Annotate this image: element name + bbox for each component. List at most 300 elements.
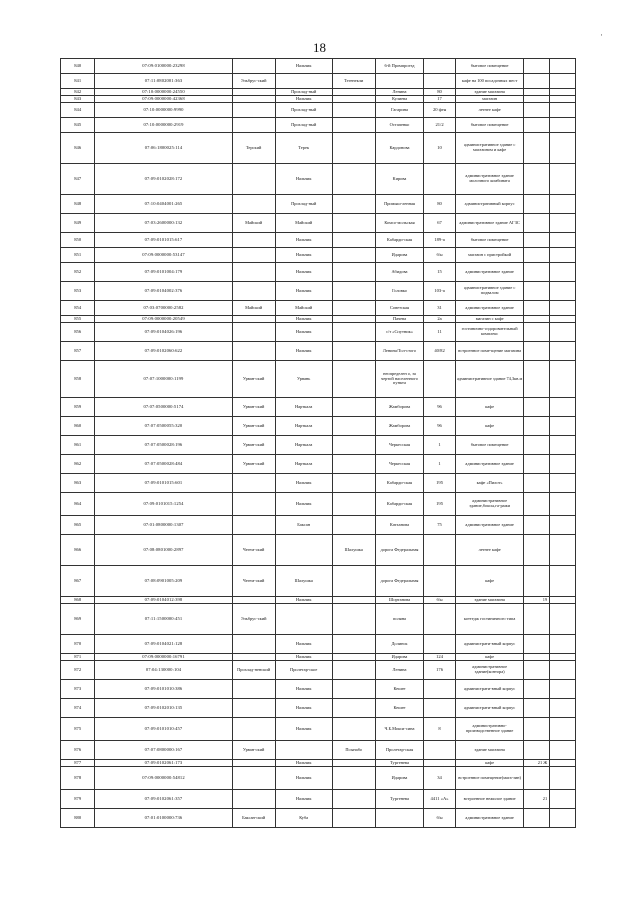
cell-num — [424, 699, 455, 718]
cell-loc — [275, 535, 332, 566]
cell-blank — [550, 89, 576, 96]
cell-extra — [524, 516, 550, 535]
cell-blank — [550, 597, 576, 604]
table-row — [61, 74, 576, 89]
cell-blank — [550, 301, 576, 316]
cell-dist — [232, 680, 275, 699]
cell-num: 67 — [424, 214, 455, 233]
table-row — [61, 89, 576, 96]
cell-blank — [550, 233, 576, 248]
cell-vil — [332, 316, 375, 323]
cell-dist: Чегем-ский — [232, 566, 275, 597]
cell-vil — [332, 96, 375, 103]
cell-obj: администрати-вный корпус — [455, 635, 524, 654]
cell-extra — [524, 635, 550, 654]
cell-addr: Жамборова — [375, 417, 424, 436]
cell-loc: Нальчик — [275, 699, 332, 718]
table-row — [61, 398, 576, 417]
cell-loc: Нальчик — [275, 316, 332, 323]
cell-id: 850 — [61, 233, 95, 248]
cell-extra — [524, 316, 550, 323]
cell-loc: Прохлад-ный — [275, 118, 332, 133]
property-table — [60, 58, 576, 828]
cell-dist — [232, 635, 275, 654]
cell-extra — [524, 133, 550, 164]
cell-loc: Прохлад-ный — [275, 89, 332, 96]
cell-loc: Баксан — [275, 516, 332, 535]
cell-extra — [524, 455, 550, 474]
cell-addr: Кабарди-ская — [375, 233, 424, 248]
table-row — [61, 361, 576, 398]
cell-num: 195 — [424, 474, 455, 493]
cell-extra — [524, 436, 550, 455]
table-row — [61, 103, 576, 118]
cell-num: 103-а — [424, 282, 455, 301]
cell-loc: Урвань — [275, 361, 332, 398]
cell-extra — [524, 263, 550, 282]
cell-dist — [232, 248, 275, 263]
cell-addr: Пролетар-ская — [375, 741, 424, 760]
cell-dist: Чегем-ский — [232, 535, 275, 566]
cell-loc: Нальчик — [275, 474, 332, 493]
cell-loc: Нарткала — [275, 398, 332, 417]
cell-id: 875 — [61, 718, 95, 741]
cell-addr: Кешее — [375, 680, 424, 699]
cell-blank — [550, 316, 576, 323]
cell-blank — [550, 455, 576, 474]
cell-obj: летнее кафе — [455, 535, 524, 566]
cell-blank — [550, 103, 576, 118]
cell-id: 862 — [61, 455, 95, 474]
cell-dist: Урван-ский — [232, 361, 275, 398]
cell-vil — [332, 263, 375, 282]
cell-extra — [524, 566, 550, 597]
cell-addr: Абидова — [375, 263, 424, 282]
cell-num: 80 — [424, 89, 455, 96]
cell-kad: 07:09:0102060:622 — [95, 342, 232, 361]
cell-kad: 07:09:0101015:601 — [95, 474, 232, 493]
table-row — [61, 282, 576, 301]
cell-obj: кафе «Пилот» — [455, 474, 524, 493]
cell-blank — [550, 516, 576, 535]
cell-vil — [332, 455, 375, 474]
cell-dist — [232, 767, 275, 790]
cell-loc: Нальчик — [275, 597, 332, 604]
cell-kad: 07:07:1000000:1199 — [95, 361, 232, 398]
cell-obj: кафе — [455, 654, 524, 661]
cell-kad: 07:07:0500028:484 — [95, 455, 232, 474]
cell-extra — [524, 809, 550, 828]
cell-num: 31 — [424, 301, 455, 316]
cell-dist — [232, 263, 275, 282]
cell-addr: Черкесская — [375, 436, 424, 455]
cell-kad: 07:09:0000000:20549 — [95, 316, 232, 323]
cell-kad: 07:10:0000000:24550 — [95, 89, 232, 96]
cell-addr: Идарова — [375, 248, 424, 263]
cell-loc: Нальчик — [275, 263, 332, 282]
cell-obj: администрати-вный корпус — [455, 680, 524, 699]
cell-vil: Тегенекли — [332, 74, 375, 89]
cell-kad: 07:09:0104021:128 — [95, 635, 232, 654]
cell-blank — [550, 323, 576, 342]
cell-id: 856 — [61, 323, 95, 342]
cell-addr: Комсо-мольская — [375, 214, 424, 233]
cell-extra: 19 — [524, 597, 550, 604]
cell-extra — [524, 233, 550, 248]
cell-id: 865 — [61, 516, 95, 535]
cell-dist — [232, 233, 275, 248]
cell-extra — [524, 699, 550, 718]
cell-obj: кафе — [455, 398, 524, 417]
cell-obj: здание магазина — [455, 597, 524, 604]
cell-kad: 07:11:1500000:451 — [95, 604, 232, 635]
cell-obj: здание магазина — [455, 741, 524, 760]
cell-num: 40/82 — [424, 342, 455, 361]
cell-dist — [232, 597, 275, 604]
cell-id: 874 — [61, 699, 95, 718]
cell-vil — [332, 342, 375, 361]
cell-blank — [550, 680, 576, 699]
table-row — [61, 195, 576, 214]
cell-blank — [550, 790, 576, 809]
cell-blank — [550, 282, 576, 301]
cell-loc — [275, 741, 332, 760]
cell-obj: магазин с кафе — [455, 316, 524, 323]
cell-obj: административное здание молочного комбината — [455, 164, 524, 195]
cell-obj: кафе — [455, 760, 524, 767]
cell-id: 871 — [61, 654, 95, 661]
cell-vil — [332, 398, 375, 417]
cell-vil — [332, 233, 375, 248]
cell-kad: 07:08:0901005:209 — [95, 566, 232, 597]
cell-addr: Черкесская — [375, 455, 424, 474]
cell-addr: Тургенева — [375, 790, 424, 809]
cell-extra — [524, 361, 550, 398]
cell-kad: 07:01:0800000:1307 — [95, 516, 232, 535]
cell-loc: Нальчик — [275, 493, 332, 516]
cell-dist — [232, 699, 275, 718]
cell-addr: Советская — [375, 301, 424, 316]
cell-loc: Нальчик — [275, 323, 332, 342]
cell-id: 842 — [61, 89, 95, 96]
cell-id: 866 — [61, 535, 95, 566]
cell-id: 864 — [61, 493, 95, 516]
cell-dist — [232, 316, 275, 323]
cell-num: 1 — [424, 455, 455, 474]
cell-dist — [232, 654, 275, 661]
cell-blank — [550, 118, 576, 133]
cell-loc: Прохлад-ный — [275, 195, 332, 214]
cell-num: 21/2 — [424, 118, 455, 133]
table-row — [61, 680, 576, 699]
cell-addr: Кабарди-ская — [375, 493, 424, 516]
cell-kad: 07:09:0102061:357 — [95, 790, 232, 809]
cell-blank — [550, 741, 576, 760]
cell-obj: кафе — [455, 566, 524, 597]
cell-extra: 21 — [524, 790, 550, 809]
cell-dist — [232, 718, 275, 741]
cell-extra — [524, 103, 550, 118]
cell-extra — [524, 282, 550, 301]
cell-addr — [375, 809, 424, 828]
cell-blank — [550, 493, 576, 516]
cell-extra — [524, 654, 550, 661]
cell-extra: 21 Ж — [524, 760, 550, 767]
table-row — [61, 654, 576, 661]
table-row — [61, 760, 576, 767]
cell-obj: летнее кафе — [455, 103, 524, 118]
cell-kad: 07:09:0000000:54812 — [95, 767, 232, 790]
table-row — [61, 635, 576, 654]
cell-dist: Урван-ский — [232, 398, 275, 417]
cell-dist — [232, 164, 275, 195]
cell-dist — [232, 96, 275, 103]
cell-loc: Пролетар-ское — [275, 661, 332, 680]
cell-vil — [332, 718, 375, 741]
cell-blank — [550, 361, 576, 398]
cell-num — [424, 760, 455, 767]
cell-kad: 07:04:130000:104 — [95, 661, 232, 680]
table-row — [61, 790, 576, 809]
table-row — [61, 699, 576, 718]
cell-num: 17 — [424, 96, 455, 103]
table-row — [61, 767, 576, 790]
cell-obj: здание магазина — [455, 89, 524, 96]
cell-blank — [550, 342, 576, 361]
cell-blank — [550, 417, 576, 436]
cell-addr: дорога Федеральная — [375, 566, 424, 597]
cell-loc — [275, 604, 332, 635]
cell-obj: бытовое помещение — [455, 233, 524, 248]
cell-addr: Катханова — [375, 516, 424, 535]
cell-obj: кафе на 100 посадочных мест — [455, 74, 524, 89]
cell-extra — [524, 323, 550, 342]
cell-extra — [524, 767, 550, 790]
table-row — [61, 133, 576, 164]
cell-id: 852 — [61, 263, 95, 282]
table-row — [61, 323, 576, 342]
table-row — [61, 436, 576, 455]
cell-blank — [550, 566, 576, 597]
cell-id: 843 — [61, 96, 95, 103]
cell-obj: магазин — [455, 96, 524, 103]
cell-num — [424, 164, 455, 195]
cell-loc: Терек — [275, 133, 332, 164]
cell-num — [424, 635, 455, 654]
cell-num — [424, 604, 455, 635]
cell-num: б/н — [424, 809, 455, 828]
cell-addr: Ленина — [375, 661, 424, 680]
cell-num: 1 — [424, 436, 455, 455]
cell-extra — [524, 417, 550, 436]
cell-extra — [524, 661, 550, 680]
cell-vil — [332, 214, 375, 233]
cell-blank — [550, 195, 576, 214]
cell-dist — [232, 59, 275, 74]
cell-kad: 07:09:0102010:135 — [95, 699, 232, 718]
cell-loc: Нальчик — [275, 342, 332, 361]
cell-dist — [232, 89, 275, 96]
cell-id: 867 — [61, 566, 95, 597]
cell-addr: Тургенева — [375, 760, 424, 767]
cell-dist — [232, 195, 275, 214]
table-row — [61, 263, 576, 282]
cell-id: 879 — [61, 790, 95, 809]
cell-dist: Урван-ский — [232, 741, 275, 760]
cell-id: 849 — [61, 214, 95, 233]
cell-vil: Псынабо — [332, 741, 375, 760]
cell-kad: 07:09:0000000:53147 — [95, 248, 232, 263]
cell-kad: 07:10:0404001:265 — [95, 195, 232, 214]
cell-addr: Остапенко — [375, 118, 424, 133]
cell-vil — [332, 680, 375, 699]
cell-extra — [524, 493, 550, 516]
cell-obj: административное здание,боксы,га-ражи — [455, 493, 524, 516]
cell-id: 877 — [61, 760, 95, 767]
cell-kad: 07:06:1800025:114 — [95, 133, 232, 164]
cell-kad: 07:07:0800000:167 — [95, 741, 232, 760]
cell-addr: Гагарина — [375, 103, 424, 118]
cell-addr: Идарова — [375, 654, 424, 661]
cell-loc: Нальчик — [275, 635, 332, 654]
cell-vil — [332, 164, 375, 195]
cell-extra — [524, 718, 550, 741]
cell-vil — [332, 760, 375, 767]
cell-addr: Кирова — [375, 164, 424, 195]
cell-obj: бытовое помещение — [455, 59, 524, 74]
cell-obj: встроенное нежилое здание — [455, 790, 524, 809]
cell-addr: Головко — [375, 282, 424, 301]
cell-blank — [550, 718, 576, 741]
cell-num: 10 — [424, 133, 455, 164]
cell-num — [424, 741, 455, 760]
cell-loc: Шалушка — [275, 566, 332, 597]
table-row — [61, 164, 576, 195]
cell-vil — [332, 417, 375, 436]
cell-dist — [232, 493, 275, 516]
cell-num: 75 — [424, 516, 455, 535]
table-row — [61, 316, 576, 323]
cell-kad: 07:07:0500055:320 — [95, 417, 232, 436]
cell-num: 4411 «А» — [424, 790, 455, 809]
cell-kad: 07:09:0104002:376 — [95, 282, 232, 301]
cell-id: 869 — [61, 604, 95, 635]
cell-addr: Долинск — [375, 635, 424, 654]
table-row — [61, 417, 576, 436]
cell-kad: 07:09:0104012:398 — [95, 597, 232, 604]
cell-kad: 07:09:0100000:23298 — [95, 59, 232, 74]
cell-dist: Эльбрус-ский — [232, 74, 275, 89]
cell-vil — [332, 282, 375, 301]
cell-num: 195 — [424, 493, 455, 516]
cell-vil — [332, 474, 375, 493]
cell-vil — [332, 493, 375, 516]
cell-addr: Кардонова — [375, 133, 424, 164]
cell-id: 854 — [61, 301, 95, 316]
cell-extra — [524, 195, 550, 214]
cell-id: 847 — [61, 164, 95, 195]
cell-id: 844 — [61, 103, 95, 118]
cell-extra — [524, 680, 550, 699]
cell-num: 96 — [424, 398, 455, 417]
corner-mark: · — [600, 30, 603, 40]
cell-dist — [232, 516, 275, 535]
cell-loc: Нальчик — [275, 59, 332, 74]
cell-blank — [550, 398, 576, 417]
cell-dist — [232, 323, 275, 342]
cell-vil — [332, 103, 375, 118]
cell-dist — [232, 760, 275, 767]
cell-dist: Майский — [232, 301, 275, 316]
cell-loc: Куба — [275, 809, 332, 828]
cell-addr: Кешее — [375, 699, 424, 718]
cell-vil — [332, 59, 375, 74]
cell-dist: Эльбрус-ский — [232, 604, 275, 635]
cell-vil — [332, 699, 375, 718]
cell-kad: 07:09:0101015:1254 — [95, 493, 232, 516]
table-row — [61, 535, 576, 566]
cell-blank — [550, 635, 576, 654]
cell-obj: административное здание 74,3кв.м — [455, 361, 524, 398]
table-row — [61, 301, 576, 316]
cell-id: 846 — [61, 133, 95, 164]
table-row — [61, 342, 576, 361]
cell-extra — [524, 96, 550, 103]
cell-kad: 07:07:0500000:5174 — [95, 398, 232, 417]
cell-obj: административно-производственное здание — [455, 718, 524, 741]
cell-kad: 07:09:0104026:196 — [95, 323, 232, 342]
cell-vil — [332, 516, 375, 535]
cell-blank — [550, 604, 576, 635]
cell-loc: Нарткала — [275, 417, 332, 436]
cell-extra — [524, 164, 550, 195]
cell-num: 2а — [424, 316, 455, 323]
cell-vil — [332, 323, 375, 342]
cell-id: 859 — [61, 398, 95, 417]
cell-obj: административное здание АГЗС — [455, 214, 524, 233]
cell-id: 863 — [61, 474, 95, 493]
table-row — [61, 718, 576, 741]
cell-id: 841 — [61, 74, 95, 89]
cell-extra — [524, 248, 550, 263]
cell-kad: 07:10:0000000:2919 — [95, 118, 232, 133]
cell-blank — [550, 654, 576, 661]
cell-id: 876 — [61, 741, 95, 760]
cell-addr: Ленина/Тол-стого — [375, 342, 424, 361]
cell-id: 858 — [61, 361, 95, 398]
cell-id: 857 — [61, 342, 95, 361]
cell-extra — [524, 59, 550, 74]
cell-id: 870 — [61, 635, 95, 654]
cell-id: 840 — [61, 59, 95, 74]
cell-vil — [332, 133, 375, 164]
cell-loc: Нальчик — [275, 282, 332, 301]
cell-blank — [550, 535, 576, 566]
cell-dist: Майский — [232, 214, 275, 233]
cell-vil — [332, 361, 375, 398]
table-row — [61, 214, 576, 233]
cell-obj: административный корпус — [455, 195, 524, 214]
cell-kad: 07:09:0102061:173 — [95, 760, 232, 767]
cell-num: 189-а — [424, 233, 455, 248]
page-number: 18 — [313, 40, 326, 55]
table-row — [61, 597, 576, 604]
cell-loc: Нарткала — [275, 455, 332, 474]
table-row — [61, 96, 576, 103]
cell-addr: Кулиева — [375, 96, 424, 103]
cell-dist — [232, 103, 275, 118]
cell-extra — [524, 398, 550, 417]
